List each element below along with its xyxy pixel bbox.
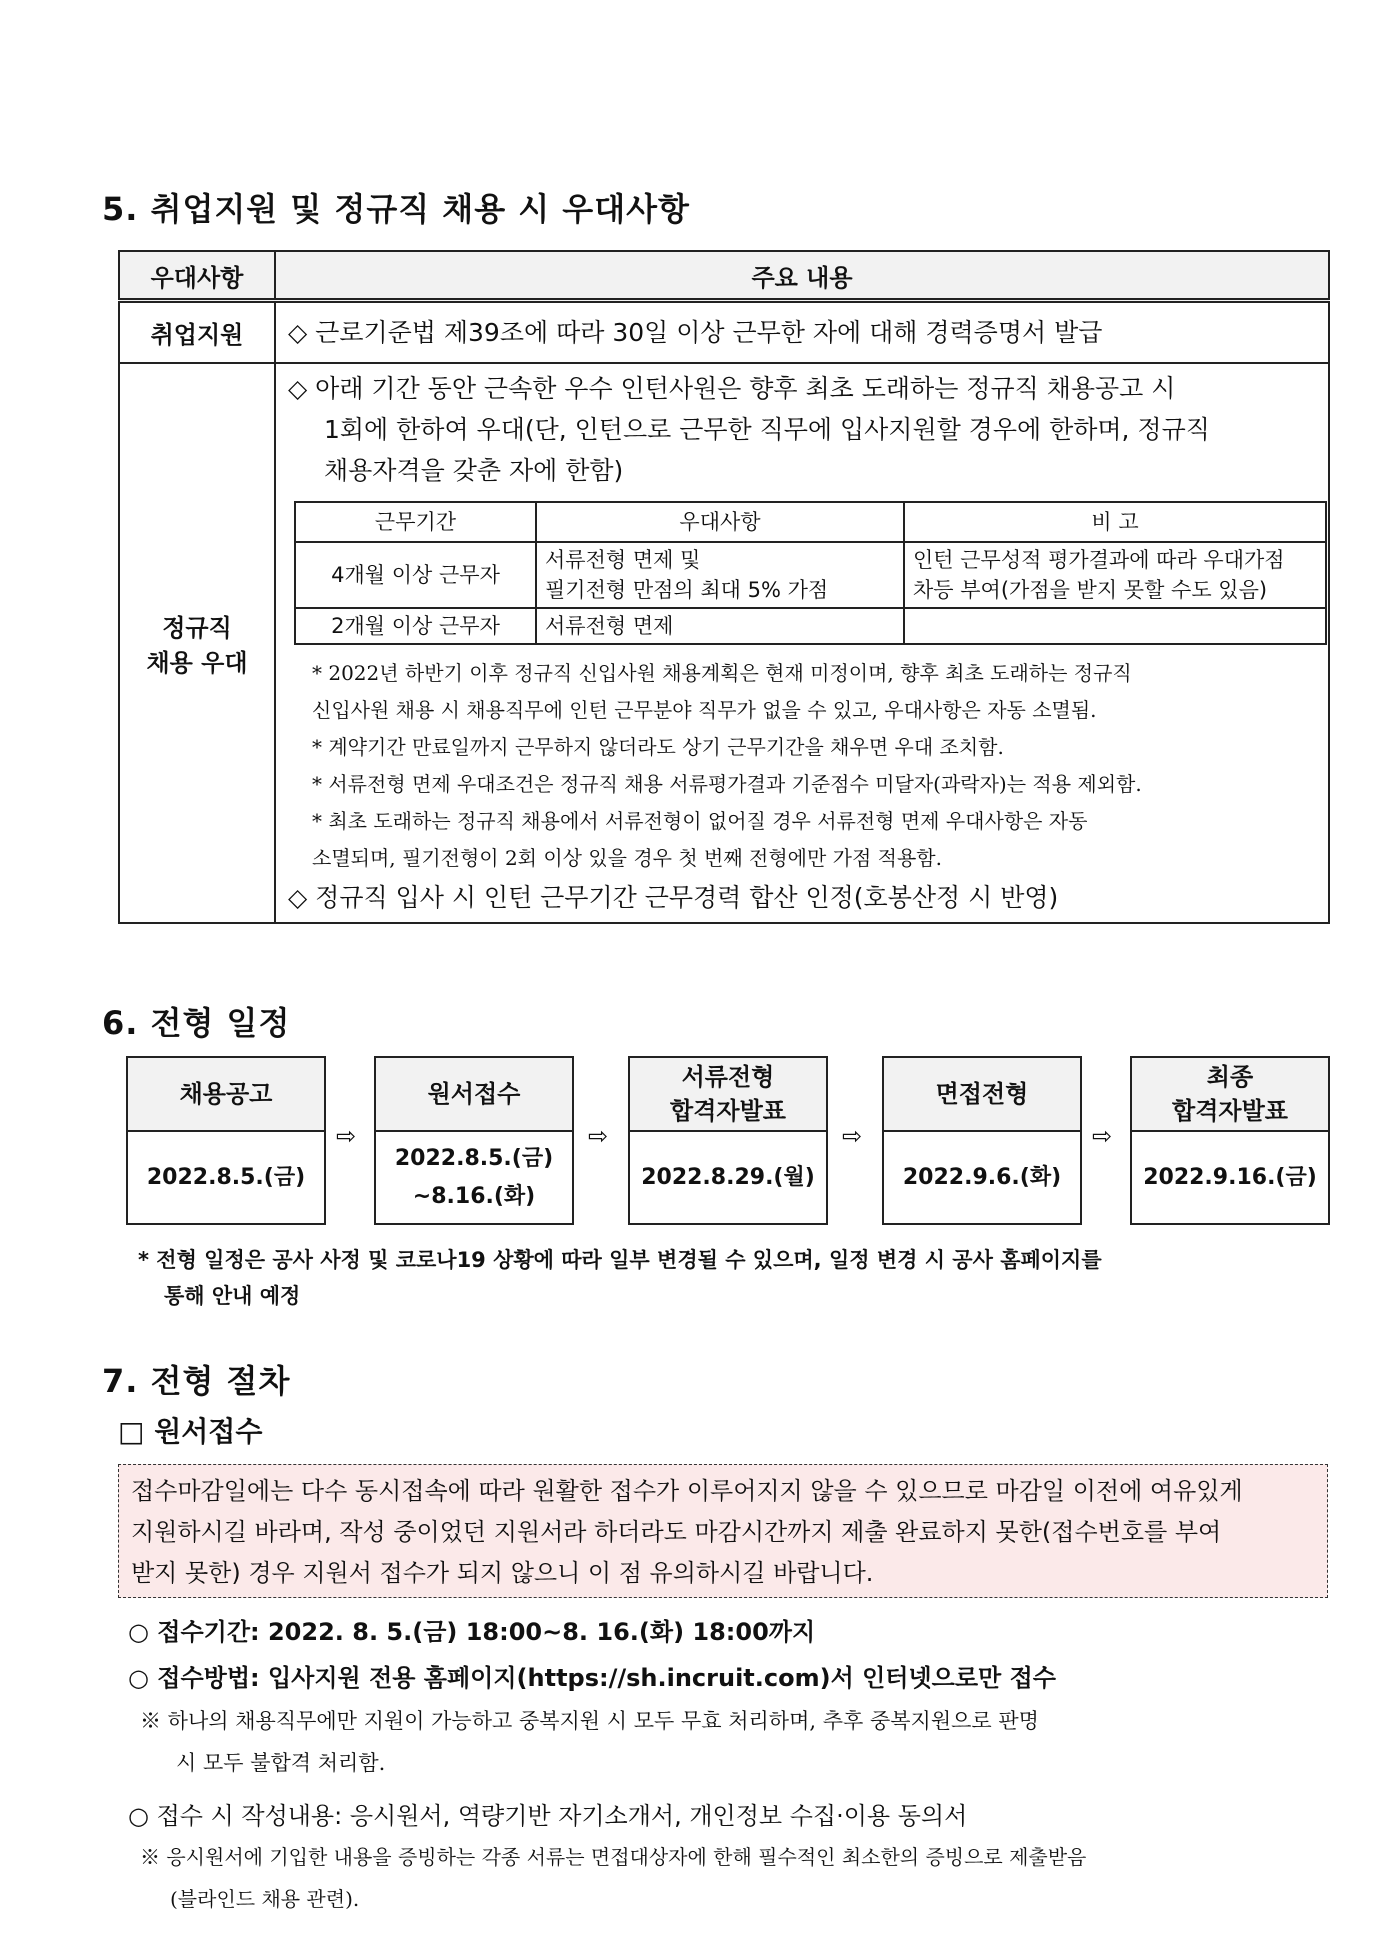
stage-interview	[882, 1056, 1082, 1225]
contents-note	[140, 1836, 1335, 1920]
tenure-remarks-4m-line2: 차등 부여(가점을 받지 못할 수도 있음)	[913, 577, 1268, 602]
stage-final-result-head	[1132, 1058, 1328, 1132]
stage-interview-date: 2022.9.6.(화)	[902, 1164, 1062, 1190]
method-note	[140, 1700, 1330, 1784]
tenure-benefit-2m: 서류전형 면제	[536, 608, 904, 644]
note-4-line1: * 최초 도래하는 정규직 채용에서 서류전형이 없어질 경우 서류전형 면제 우대사항은 자동	[312, 808, 1088, 833]
application-period: ○ 접수기간: 2022. 8. 5.(금) 18:00~8. 16.(화) 18:00까지	[128, 1618, 816, 1646]
row-employment-support-text: ◇ 근로기준법 제39조에 따라 30일 이상 근무한 자에 대해 경력증명서 발급	[275, 301, 1329, 363]
tenure-header-period: 근무기간	[295, 502, 536, 542]
stage-document-result-date: 2022.8.29.(월)	[641, 1164, 815, 1190]
arrow-icon: ⇨	[842, 1122, 863, 1150]
arrow-icon: ⇨	[1092, 1122, 1113, 1150]
tenure-table	[294, 501, 1327, 645]
table-row	[295, 542, 1326, 608]
stage-application-date	[376, 1132, 572, 1223]
career-recognition-text: ◇ 정규직 입사 시 인턴 근무기간 근무경력 합산 인정(호봉산정 시 반영)	[288, 882, 1059, 912]
stage-document-result	[628, 1056, 828, 1225]
tenure-benefit-4m-line1: 서류전형 면제 및	[545, 547, 701, 572]
stage-final-result-head-line1: 최종	[1206, 1063, 1254, 1091]
row-employment-support-label: 취업지원	[119, 301, 275, 363]
deadline-notice-box	[118, 1464, 1328, 1598]
preference-table	[118, 250, 1330, 924]
section-5-title: 5. 취업지원 및 정규직 채용 시 우대사항	[102, 190, 690, 228]
table-row	[295, 608, 1326, 644]
tenure-remarks-2m	[904, 608, 1326, 644]
stage-announcement-date: 2022.8.5.(금)	[146, 1164, 306, 1190]
tenure-remarks-4m	[904, 542, 1326, 608]
stage-application	[374, 1056, 574, 1225]
section-6-title: 6. 전형 일정	[102, 1004, 291, 1042]
deadline-notice-line1: 접수마감일에는 다수 동시접속에 따라 원활한 접수가 이루어지지 않을 수 있으므로 마감일 이전에 여유있게	[131, 1477, 1243, 1505]
note-4	[312, 803, 1314, 877]
stage-document-result-head	[630, 1058, 826, 1132]
stage-document-result-head-line2: 합격자발표	[670, 1097, 786, 1125]
stage-announcement-head: 채용공고	[128, 1058, 324, 1132]
regular-hiring-intro-line2: 1회에 한하여 우대(단, 인턴으로 근무한 직무에 입사지원할 경우에 한하며, 정규직	[324, 414, 1210, 444]
regular-hiring-intro-line1: ◇ 아래 기간 동안 근속한 우수 인턴사원은 향후 최초 도래하는 정규직 채용공고 시	[288, 373, 1176, 403]
regular-hiring-intro-line3: 채용자격을 갖춘 자에 한함)	[324, 455, 624, 485]
note-2: * 계약기간 만료일까지 근무하지 않더라도 상기 근무기간을 채우면 우대 조치함.	[312, 734, 1004, 759]
note-1-line1: * 2022년 하반기 이후 정규직 신입사원 채용계획은 현재 미정이며, 향후 최초 도래하는 정규직	[312, 660, 1132, 685]
note-1-line2: 신입사원 채용 시 채용직무에 인턴 근무분야 직무가 없을 수 있고, 우대사항은 자동 소멸됨.	[312, 697, 1097, 722]
row-regular-hiring-label-line1: 정규직	[162, 613, 232, 642]
subsection-application: □ 원서접수	[118, 1415, 263, 1448]
tenure-header-remarks: 비 고	[904, 502, 1326, 542]
note-3: * 서류전형 면제 우대조건은 정규직 채용 서류평가결과 기준점수 미달자(과락자)는 적용 제외함.	[312, 771, 1142, 796]
note-4-line2: 소멸되며, 필기전형이 2회 이상 있을 경우 첫 번째 전형에만 가점 적용함.	[312, 845, 942, 870]
tenure-period-4m: 4개월 이상 근무자	[295, 542, 536, 608]
stage-application-date-line1: 2022.8.5.(금)	[394, 1145, 554, 1171]
schedule-note	[138, 1242, 1338, 1314]
method-note-line1: ※ 하나의 채용직무에만 지원이 가능하고 중복지원 시 모두 무효 처리하며, 추후 중복지원으로 판명	[140, 1709, 1039, 1733]
tenure-period-2m: 2개월 이상 근무자	[295, 608, 536, 644]
stage-application-head: 원서접수	[376, 1058, 572, 1132]
table-header-content: 주요 내용	[275, 251, 1329, 301]
stage-document-result-head-line1: 서류전형	[681, 1063, 775, 1091]
contents-note-line2: (블라인드 채용 관련).	[170, 1887, 360, 1911]
stage-final-result-head-line2: 합격자발표	[1172, 1097, 1288, 1125]
application-contents: ○ 접수 시 작성내용: 응시원서, 역량기반 자기소개서, 개인정보 수집·이용 동의서	[128, 1802, 968, 1830]
stage-application-date-line2: ~8.16.(화)	[412, 1183, 536, 1209]
arrow-icon: ⇨	[336, 1122, 357, 1150]
tenure-remarks-4m-line1: 인턴 근무성적 평가결과에 따라 우대가점	[913, 547, 1285, 572]
row-regular-hiring-content	[275, 363, 1329, 923]
application-method: ○ 접수방법: 입사지원 전용 홈페이지(https://sh.incruit.com)서 인터넷으로만 접수	[128, 1664, 1056, 1692]
row-regular-hiring-label	[119, 363, 275, 923]
row-regular-hiring-label-line2: 채용 우대	[146, 648, 248, 677]
arrow-icon: ⇨	[588, 1122, 609, 1150]
method-note-line2: 시 모두 불합격 처리함.	[176, 1751, 386, 1775]
tenure-header-benefit: 우대사항	[536, 502, 904, 542]
stage-final-result-date: 2022.9.16.(금)	[1143, 1164, 1317, 1190]
tenure-benefit-4m-line2: 필기전형 만점의 최대 5% 가점	[545, 577, 829, 602]
deadline-notice-line3: 받지 못한) 경우 지원서 접수가 되지 않으니 이 점 유의하시길 바랍니다.	[131, 1559, 874, 1587]
stage-interview-head: 면접전형	[884, 1058, 1080, 1132]
stage-final-result	[1130, 1056, 1330, 1225]
tenure-benefit-4m	[536, 542, 904, 608]
note-1	[312, 655, 1314, 729]
section-7-title: 7. 전형 절차	[102, 1362, 291, 1400]
schedule-note-line2: 통해 안내 예정	[164, 1284, 301, 1308]
deadline-notice-line2: 지원하시길 바라며, 작성 중이었던 지원서라 하더라도 마감시간까지 제출 완료하지 못한(접수번호를 부여	[131, 1518, 1222, 1546]
table-header-preference: 우대사항	[119, 251, 275, 301]
stage-announcement	[126, 1056, 326, 1225]
contents-note-line1: ※ 응시원서에 기입한 내용을 증빙하는 각종 서류는 면접대상자에 한해 필수적인 최소한의 증빙으로 제출받음	[140, 1845, 1087, 1869]
schedule-note-line1: * 전형 일정은 공사 사정 및 코로나19 상황에 따라 일부 변경될 수 있으며, 일정 변경 시 공사 홈페이지를	[138, 1248, 1102, 1272]
